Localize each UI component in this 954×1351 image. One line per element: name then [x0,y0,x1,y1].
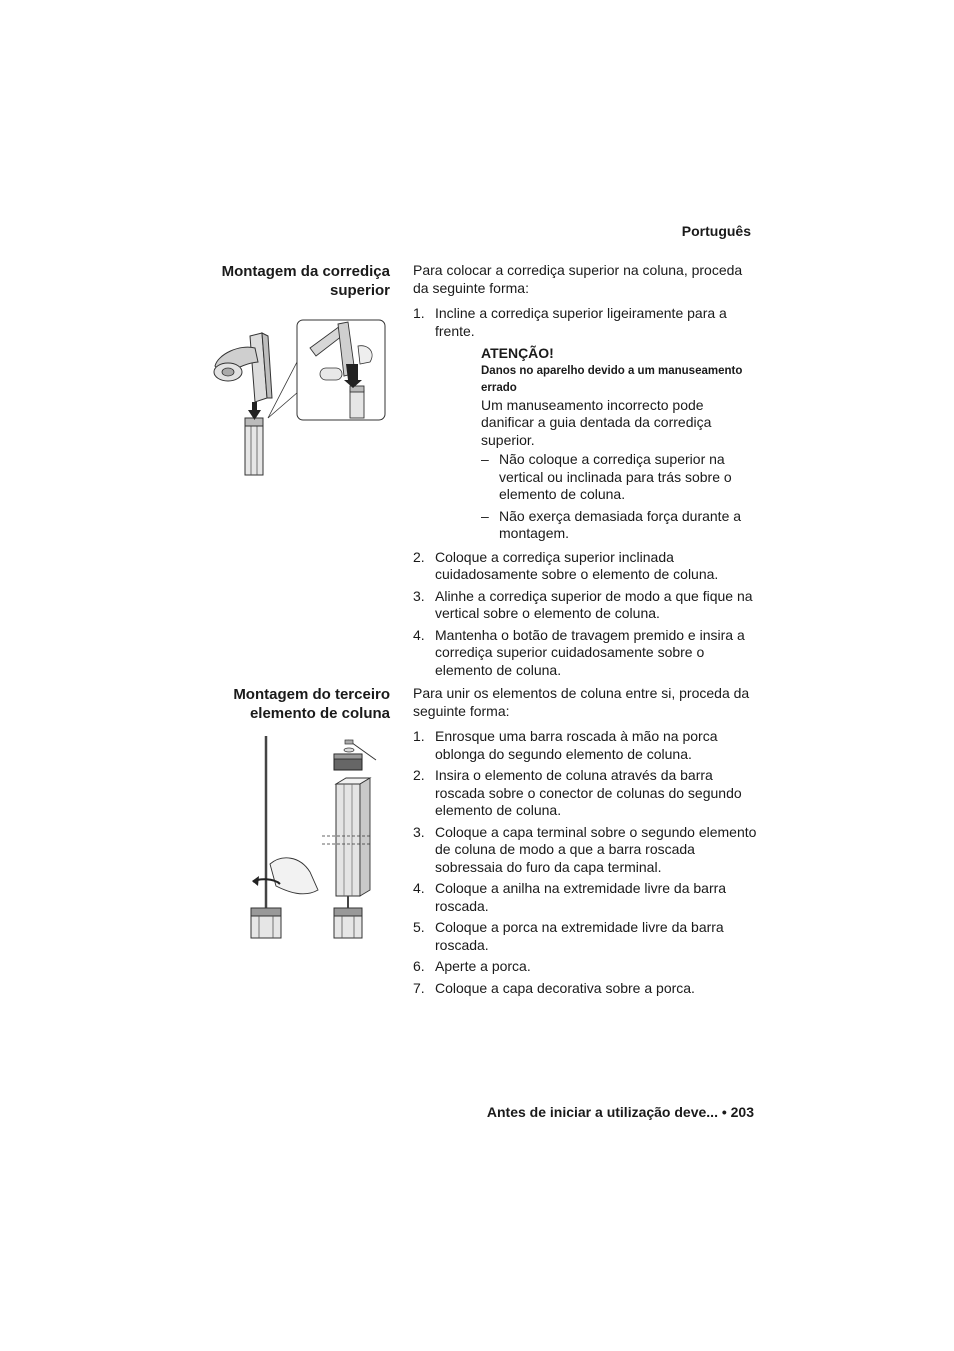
list-item [413,549,758,584]
step-text: Coloque a capa terminal sobre o segundo elemento de coluna de modo a que a barra roscada sobressaia do furo da capa terminal. [435,823,757,875]
warning-subtitle: Danos no aparelho devido a um manuseamento errado [481,364,743,394]
section2-steps [413,728,758,997]
step-text: Incline a corrediça superior ligeiramente para a frente. [435,305,727,339]
language-label: Português [681,223,751,239]
warning-bullets [481,451,758,543]
step-number: 7. [413,979,425,996]
step-number: 2. [413,548,425,565]
list-item [481,508,758,543]
dash-mark: – [481,451,489,467]
step-number: 6. [413,958,425,974]
bullet-text: Não coloque a corrediça superior na vertical ou inclinada para trás sobre o elemento de coluna. [499,451,732,502]
step-number: 2. [413,767,425,783]
section1-steps [413,305,758,679]
step-text: Mantenha o botão de travagem premido e insira a corrediça superior cuidadosamente sobre o elemento de coluna. [435,626,745,678]
step-number: 3. [413,823,425,840]
step-number: 5. [413,919,425,935]
step-number: 3. [413,587,425,604]
step-text: Coloque a corrediça superior inclinada cuidadosamente sobre o elemento de coluna. [435,548,719,582]
step-number: 1. [413,728,425,744]
list-item [413,305,758,543]
list-item [481,451,758,504]
list-item [413,958,758,976]
warning-box [435,345,758,543]
step-text: Enrosque uma barra roscada à mão na porca oblonga do segundo elemento de coluna. [435,728,718,762]
page-footer: Antes de iniciar a utilização deve... • 203 [486,1104,754,1120]
section2-body [413,685,758,1001]
illustration-third-column-mounting [248,732,378,942]
step-text: Coloque a porca na extremidade livre da barra roscada. [435,919,724,953]
step-number: 4. [413,626,425,643]
dash-mark: – [481,507,489,524]
list-item [413,824,758,877]
list-item [413,919,758,954]
list-item [413,627,758,680]
list-item [413,588,758,623]
list-item [413,980,758,998]
step-number: 1. [413,305,425,321]
list-item [413,767,758,820]
bullet-text: Não exerça demasiada força durante a montagem. [499,507,742,541]
warning-title: ATENÇÃO! [481,345,554,361]
list-item [413,880,758,915]
step-number: 4. [413,880,425,896]
section-heading-upper-slide: Montagem da corrediça superior [221,263,390,299]
step-text: Coloque a anilha na extremidade livre da barra roscada. [435,880,727,914]
illustration-upper-slide-mounting [210,318,390,478]
list-item [413,728,758,763]
section2-intro: Para unir os elementos de coluna entre si, proceda da seguinte forma: [413,685,750,719]
section-heading-third-column: Montagem do terceiro elemento de coluna [233,686,390,722]
section1-intro: Para colocar a corrediça superior na coluna, proceda da seguinte forma: [413,262,743,296]
step-text: Insira o elemento de coluna através da barra roscada sobre o conector de colunas do segundo elemento de coluna. [435,767,742,818]
section1-body [413,262,758,683]
warning-text: Um manuseamento incorrecto pode danificar a guia dentada da corrediça superior. [481,396,712,448]
step-text: Coloque a capa decorativa sobre a porca. [435,979,695,996]
step-text: Alinhe a corrediça superior de modo a que fique na vertical sobre o elemento de coluna. [435,587,753,621]
step-text: Aperte a porca. [435,958,531,974]
